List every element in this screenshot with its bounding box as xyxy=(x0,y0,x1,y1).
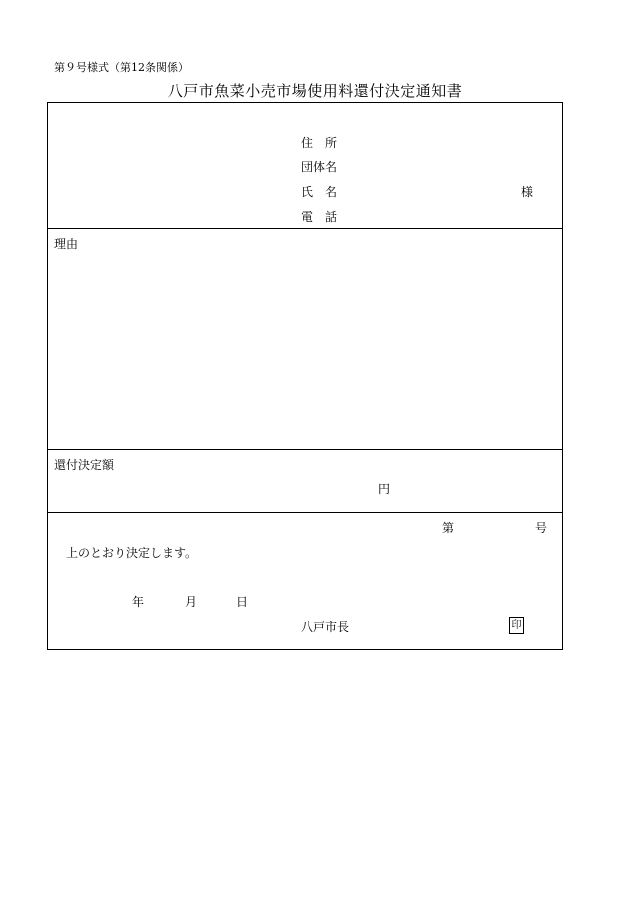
refund-amount-label: 還付決定額 xyxy=(54,458,115,472)
divider-addressee-reason xyxy=(47,228,563,229)
honorific-sama: 様 xyxy=(521,185,534,199)
reason-label: 理由 xyxy=(54,237,79,251)
year-label: 年 xyxy=(132,595,145,609)
seal-mark: 印 xyxy=(509,617,524,634)
number-suffix: 号 xyxy=(535,521,548,535)
form-number: 第９号様式（第12条関係） xyxy=(54,61,189,74)
address-label: 住 所 xyxy=(301,136,338,150)
day-label: 日 xyxy=(236,595,249,609)
yen-unit: 円 xyxy=(378,482,391,496)
divider-reason-refund xyxy=(47,449,563,450)
name-label: 氏 名 xyxy=(301,185,338,199)
divider-refund-notice xyxy=(47,512,563,513)
number-prefix: 第 xyxy=(442,521,455,535)
issuer-mayor: 八戸市長 xyxy=(301,620,350,634)
decision-statement: 上のとおり決定します。 xyxy=(66,546,198,560)
group-name-label: 団体名 xyxy=(301,160,338,174)
month-label: 月 xyxy=(185,595,198,609)
document-title: 八戸市魚菜小売市場使用料還付決定通知書 xyxy=(167,82,463,100)
phone-label: 電 話 xyxy=(301,210,338,224)
